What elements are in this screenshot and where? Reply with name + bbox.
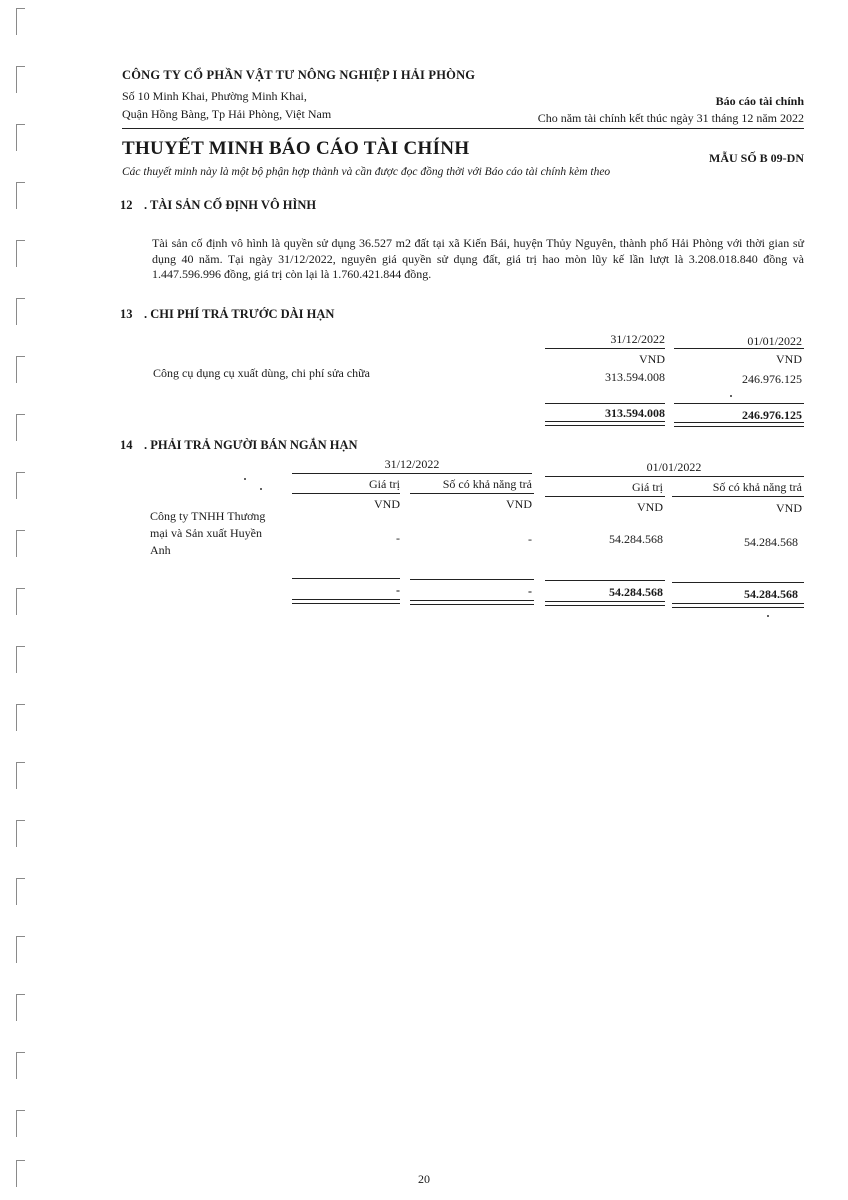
report-period: Cho năm tài chính kết thúc ngày 31 tháng 12 năm 2022 <box>537 111 804 125</box>
s14-row-label-line3: Anh <box>150 543 171 557</box>
s14-total-v2: - <box>528 584 532 598</box>
s13-row-label: Công cụ dụng cụ xuất dùng, chi phí sửa chữa <box>153 366 370 380</box>
s13-col1-total-rule <box>545 403 665 404</box>
s14-col1-unit: VND <box>374 497 400 511</box>
section-14-title: . PHẢI TRẢ NGƯỜI BÁN NGẮN HẠN <box>144 438 358 452</box>
s14-col2-unit: VND <box>506 497 532 511</box>
s14-row-v4: 54.284.568 <box>744 535 798 549</box>
scan-speck <box>244 478 246 480</box>
s13-total1: 313.594.008 <box>605 406 665 420</box>
section-12-number: 12 <box>120 198 133 212</box>
section-13-title: . CHI PHÍ TRẢ TRƯỚC DÀI HẠN <box>144 307 335 321</box>
s14-total-v1: - <box>396 583 400 597</box>
s14-total-v3: 54.284.568 <box>609 585 663 599</box>
s14-col1-total-rule <box>292 578 400 579</box>
s14-row-v2: - <box>528 532 532 546</box>
s13-row-val1: 313.594.008 <box>605 370 665 384</box>
s14-total-v4: 54.284.568 <box>744 587 798 601</box>
scan-speck <box>260 488 262 490</box>
section-13-number: 13 <box>120 307 133 321</box>
s14-col3-header: Giá trị <box>632 480 663 494</box>
section-12-title: . TÀI SẢN CỐ ĐỊNH VÔ HÌNH <box>144 198 317 212</box>
s14-col4-total-rule <box>672 582 804 583</box>
scan-speck <box>767 615 769 617</box>
s13-col2-unit: VND <box>776 352 802 366</box>
s13-col2-total-rule <box>674 403 804 404</box>
s14-col1-rule <box>292 493 400 494</box>
s13-col1-header-rule <box>545 348 665 349</box>
s14-col4-unit: VND <box>776 501 802 515</box>
s13-col2-header-rule <box>674 348 804 349</box>
s14-col4-rule <box>672 496 804 497</box>
company-address-line2: Quận Hồng Bàng, Tp Hải Phòng, Việt Nam <box>122 107 332 121</box>
s14-row-v1: - <box>396 531 400 545</box>
s14-group1-rule <box>292 473 532 474</box>
page-number: 20 <box>418 1172 430 1186</box>
s14-col1-header: Giá trị <box>369 477 400 491</box>
s14-col3-total-rule <box>545 580 665 581</box>
s14-group2-rule <box>545 476 804 477</box>
s14-group1-date: 31/12/2022 <box>384 457 440 471</box>
company-address-line1: Số 10 Minh Khai, Phường Minh Khai, <box>122 89 307 103</box>
s13-col1-unit: VND <box>639 352 665 366</box>
s14-col3-unit: VND <box>637 500 663 514</box>
s14-row-label-line1: Công ty TNHH Thương <box>150 509 266 523</box>
section-12-paragraph: Tài sản cố định vô hình là quyền sử dụng 36.527 m2 đất tại xã Kiến Bái, huyện Thủy Nguyên, thành phố Hải Phòng với thời gian sử dụng 40 năm. Tại ngày 31/12/2022, nguyên giá quyền sử dụng đất, giá trị hao mòn lũy kế lần lượt là 3.208.018.840 đồng và 1.447.596.996 đồng, giá trị còn lại là 1.760.421.844 đồng. <box>152 236 804 281</box>
s14-col2-double-rule <box>410 600 534 605</box>
header-divider <box>122 128 804 129</box>
scan-speck <box>730 395 732 397</box>
form-number: MẪU SỐ B 09-DN <box>709 151 804 165</box>
s14-col3-rule <box>545 496 665 497</box>
s14-col1-double-rule <box>292 599 400 604</box>
document-subtitle: Các thuyết minh này là một bộ phận hợp thành và cần được đọc đồng thời với Báo cáo tài chính kèm theo <box>122 166 611 178</box>
s14-group2-date: 01/01/2022 <box>646 460 702 474</box>
s13-col1-double-rule <box>545 421 665 426</box>
section-14-number: 14 <box>120 438 133 452</box>
s13-row-val2: 246.976.125 <box>742 372 802 386</box>
company-name: CÔNG TY CỔ PHẦN VẬT TƯ NÔNG NGHIỆP I HẢI PHÒNG <box>122 68 476 82</box>
s13-total2: 246.976.125 <box>742 408 802 422</box>
s13-col1-date: 31/12/2022 <box>610 332 665 346</box>
s13-col2-date: 01/01/2022 <box>747 334 802 348</box>
s13-col2-double-rule <box>674 422 804 427</box>
s14-row-v3: 54.284.568 <box>609 532 663 546</box>
s14-row-label-line2: mại và Sản xuất Huyền <box>150 526 262 540</box>
report-title: Báo cáo tài chính <box>715 94 804 108</box>
s14-col2-header: Số có khả năng trả <box>442 477 532 491</box>
binder-holes <box>0 0 40 1200</box>
s14-col3-double-rule <box>545 601 665 606</box>
document-title: THUYẾT MINH BÁO CÁO TÀI CHÍNH <box>122 138 470 159</box>
s14-col4-header: Số có khả năng trả <box>712 480 802 494</box>
s14-col2-total-rule <box>410 579 534 580</box>
s14-col2-rule <box>410 493 534 494</box>
s14-col4-double-rule <box>672 603 804 608</box>
